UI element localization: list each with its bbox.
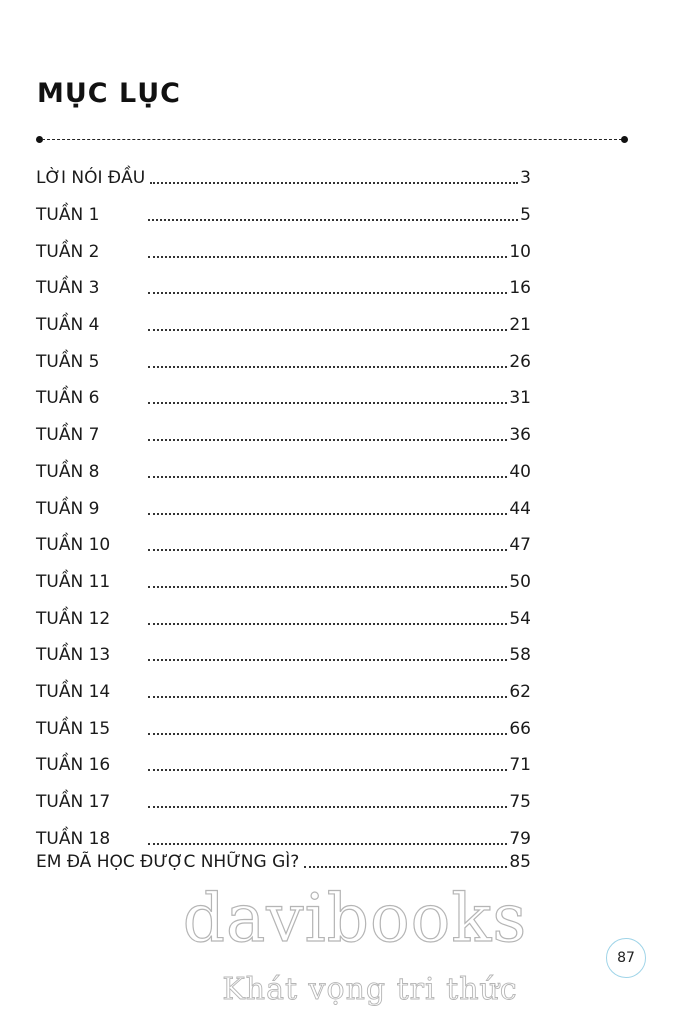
- toc-entry-week-10[interactable]: [36, 527, 531, 564]
- toc-entry-week-6[interactable]: [36, 380, 531, 417]
- toc-entry-page: 85: [509, 852, 531, 873]
- toc-entry-page: 5: [520, 205, 531, 226]
- toc-entry-page: 26: [509, 351, 531, 372]
- toc-entry-page: 79: [509, 828, 531, 849]
- publisher-watermark-logo: davibooks: [182, 880, 528, 957]
- toc-entry-page: 40: [509, 461, 531, 482]
- toc-entry-page: 50: [509, 571, 531, 592]
- toc-dot-leader: [148, 696, 507, 698]
- toc-entry-label: TUẦN 14: [36, 681, 111, 702]
- toc-entry-week-13[interactable]: [36, 637, 531, 674]
- toc-entry-page: 54: [509, 608, 531, 629]
- divider-dashed-line: [42, 139, 622, 140]
- page-number-badge: [606, 938, 646, 978]
- toc-entry-page: 21: [509, 315, 531, 336]
- toc-dot-leader: [148, 843, 507, 845]
- toc-entry-summary[interactable]: [36, 849, 531, 875]
- toc-entry-week-14[interactable]: [36, 674, 531, 711]
- toc-entry-week-1[interactable]: [36, 197, 531, 234]
- toc-dot-leader: [148, 292, 507, 294]
- toc-dot-leader: [148, 256, 507, 258]
- toc-dot-leader: [148, 806, 507, 808]
- toc-entry-page: 75: [509, 792, 531, 813]
- toc-entry-page: 36: [509, 425, 531, 446]
- toc-entry-page: 66: [509, 718, 531, 739]
- toc-dot-leader: [148, 586, 507, 588]
- toc-entry-label: TUẦN 18: [36, 828, 111, 849]
- toc-entry-page: 10: [509, 241, 531, 262]
- toc-entry-label: LỜI NÓI ĐẦU: [36, 168, 146, 189]
- toc-entry-week-15[interactable]: [36, 710, 531, 747]
- toc-entry-week-7[interactable]: [36, 417, 531, 454]
- toc-entry-page: 3: [520, 168, 531, 189]
- toc-dot-leader: [148, 513, 507, 515]
- toc-dot-leader: [148, 366, 507, 368]
- toc-entry-label: TUẦN 15: [36, 718, 111, 739]
- toc-entry-page: 16: [509, 278, 531, 299]
- toc-dot-leader: [148, 402, 507, 404]
- page-title: MỤC LỤC: [37, 78, 181, 109]
- publisher-watermark-tagline: Khát vọng tri thức: [222, 972, 518, 1007]
- toc-entry-week-5[interactable]: [36, 343, 531, 380]
- toc-entry-label: TUẦN 10: [36, 535, 111, 556]
- toc-dot-leader: [148, 219, 518, 221]
- toc-entry-label: TUẦN 13: [36, 645, 111, 666]
- table-of-contents: [36, 160, 531, 875]
- toc-entry-label: TUẦN 8: [36, 461, 100, 482]
- toc-dot-leader: [148, 769, 507, 771]
- toc-entry-intro[interactable]: [36, 160, 531, 197]
- toc-entry-label: TUẦN 2: [36, 241, 100, 262]
- toc-entry-label: TUẦN 4: [36, 315, 100, 336]
- page-number: 87: [617, 950, 635, 966]
- toc-dot-leader: [150, 182, 518, 184]
- toc-entry-week-11[interactable]: [36, 564, 531, 601]
- toc-entry-label: EM ĐÃ HỌC ĐƯỢC NHỮNG GÌ?: [36, 852, 300, 873]
- toc-entry-label: TUẦN 17: [36, 792, 111, 813]
- divider-dot-right: [621, 136, 628, 143]
- toc-dot-leader: [148, 329, 507, 331]
- toc-entry-label: TUẦN 16: [36, 755, 111, 776]
- toc-dot-leader: [148, 549, 507, 551]
- title-divider: [36, 136, 628, 144]
- toc-dot-leader: [148, 659, 507, 661]
- toc-entry-label: TUẦN 3: [36, 278, 100, 299]
- toc-entry-label: TUẦN 12: [36, 608, 111, 629]
- toc-entry-label: TUẦN 9: [36, 498, 100, 519]
- toc-entry-label: TUẦN 1: [36, 205, 100, 226]
- toc-entry-page: 47: [509, 535, 531, 556]
- toc-entry-week-9[interactable]: [36, 490, 531, 527]
- toc-dot-leader: [148, 733, 507, 735]
- toc-dot-leader: [148, 623, 507, 625]
- toc-entry-week-17[interactable]: [36, 784, 531, 821]
- toc-entry-page: 71: [509, 755, 531, 776]
- toc-entry-week-3[interactable]: [36, 270, 531, 307]
- toc-entry-page: 44: [509, 498, 531, 519]
- toc-entry-page: 31: [509, 388, 531, 409]
- toc-entry-week-12[interactable]: [36, 600, 531, 637]
- toc-entry-label: TUẦN 11: [36, 571, 111, 592]
- toc-entry-page: 58: [509, 645, 531, 666]
- toc-entry-label: TUẦN 5: [36, 351, 100, 372]
- toc-entry-page: 62: [509, 681, 531, 702]
- toc-entry-label: TUẦN 7: [36, 425, 100, 446]
- toc-dot-leader: [148, 476, 507, 478]
- toc-entry-week-4[interactable]: [36, 307, 531, 344]
- toc-entry-week-8[interactable]: [36, 454, 531, 491]
- toc-entry-week-16[interactable]: [36, 747, 531, 784]
- toc-dot-leader: [148, 439, 507, 441]
- toc-entry-week-2[interactable]: [36, 233, 531, 270]
- toc-dot-leader: [304, 866, 507, 868]
- toc-entry-label: TUẦN 6: [36, 388, 100, 409]
